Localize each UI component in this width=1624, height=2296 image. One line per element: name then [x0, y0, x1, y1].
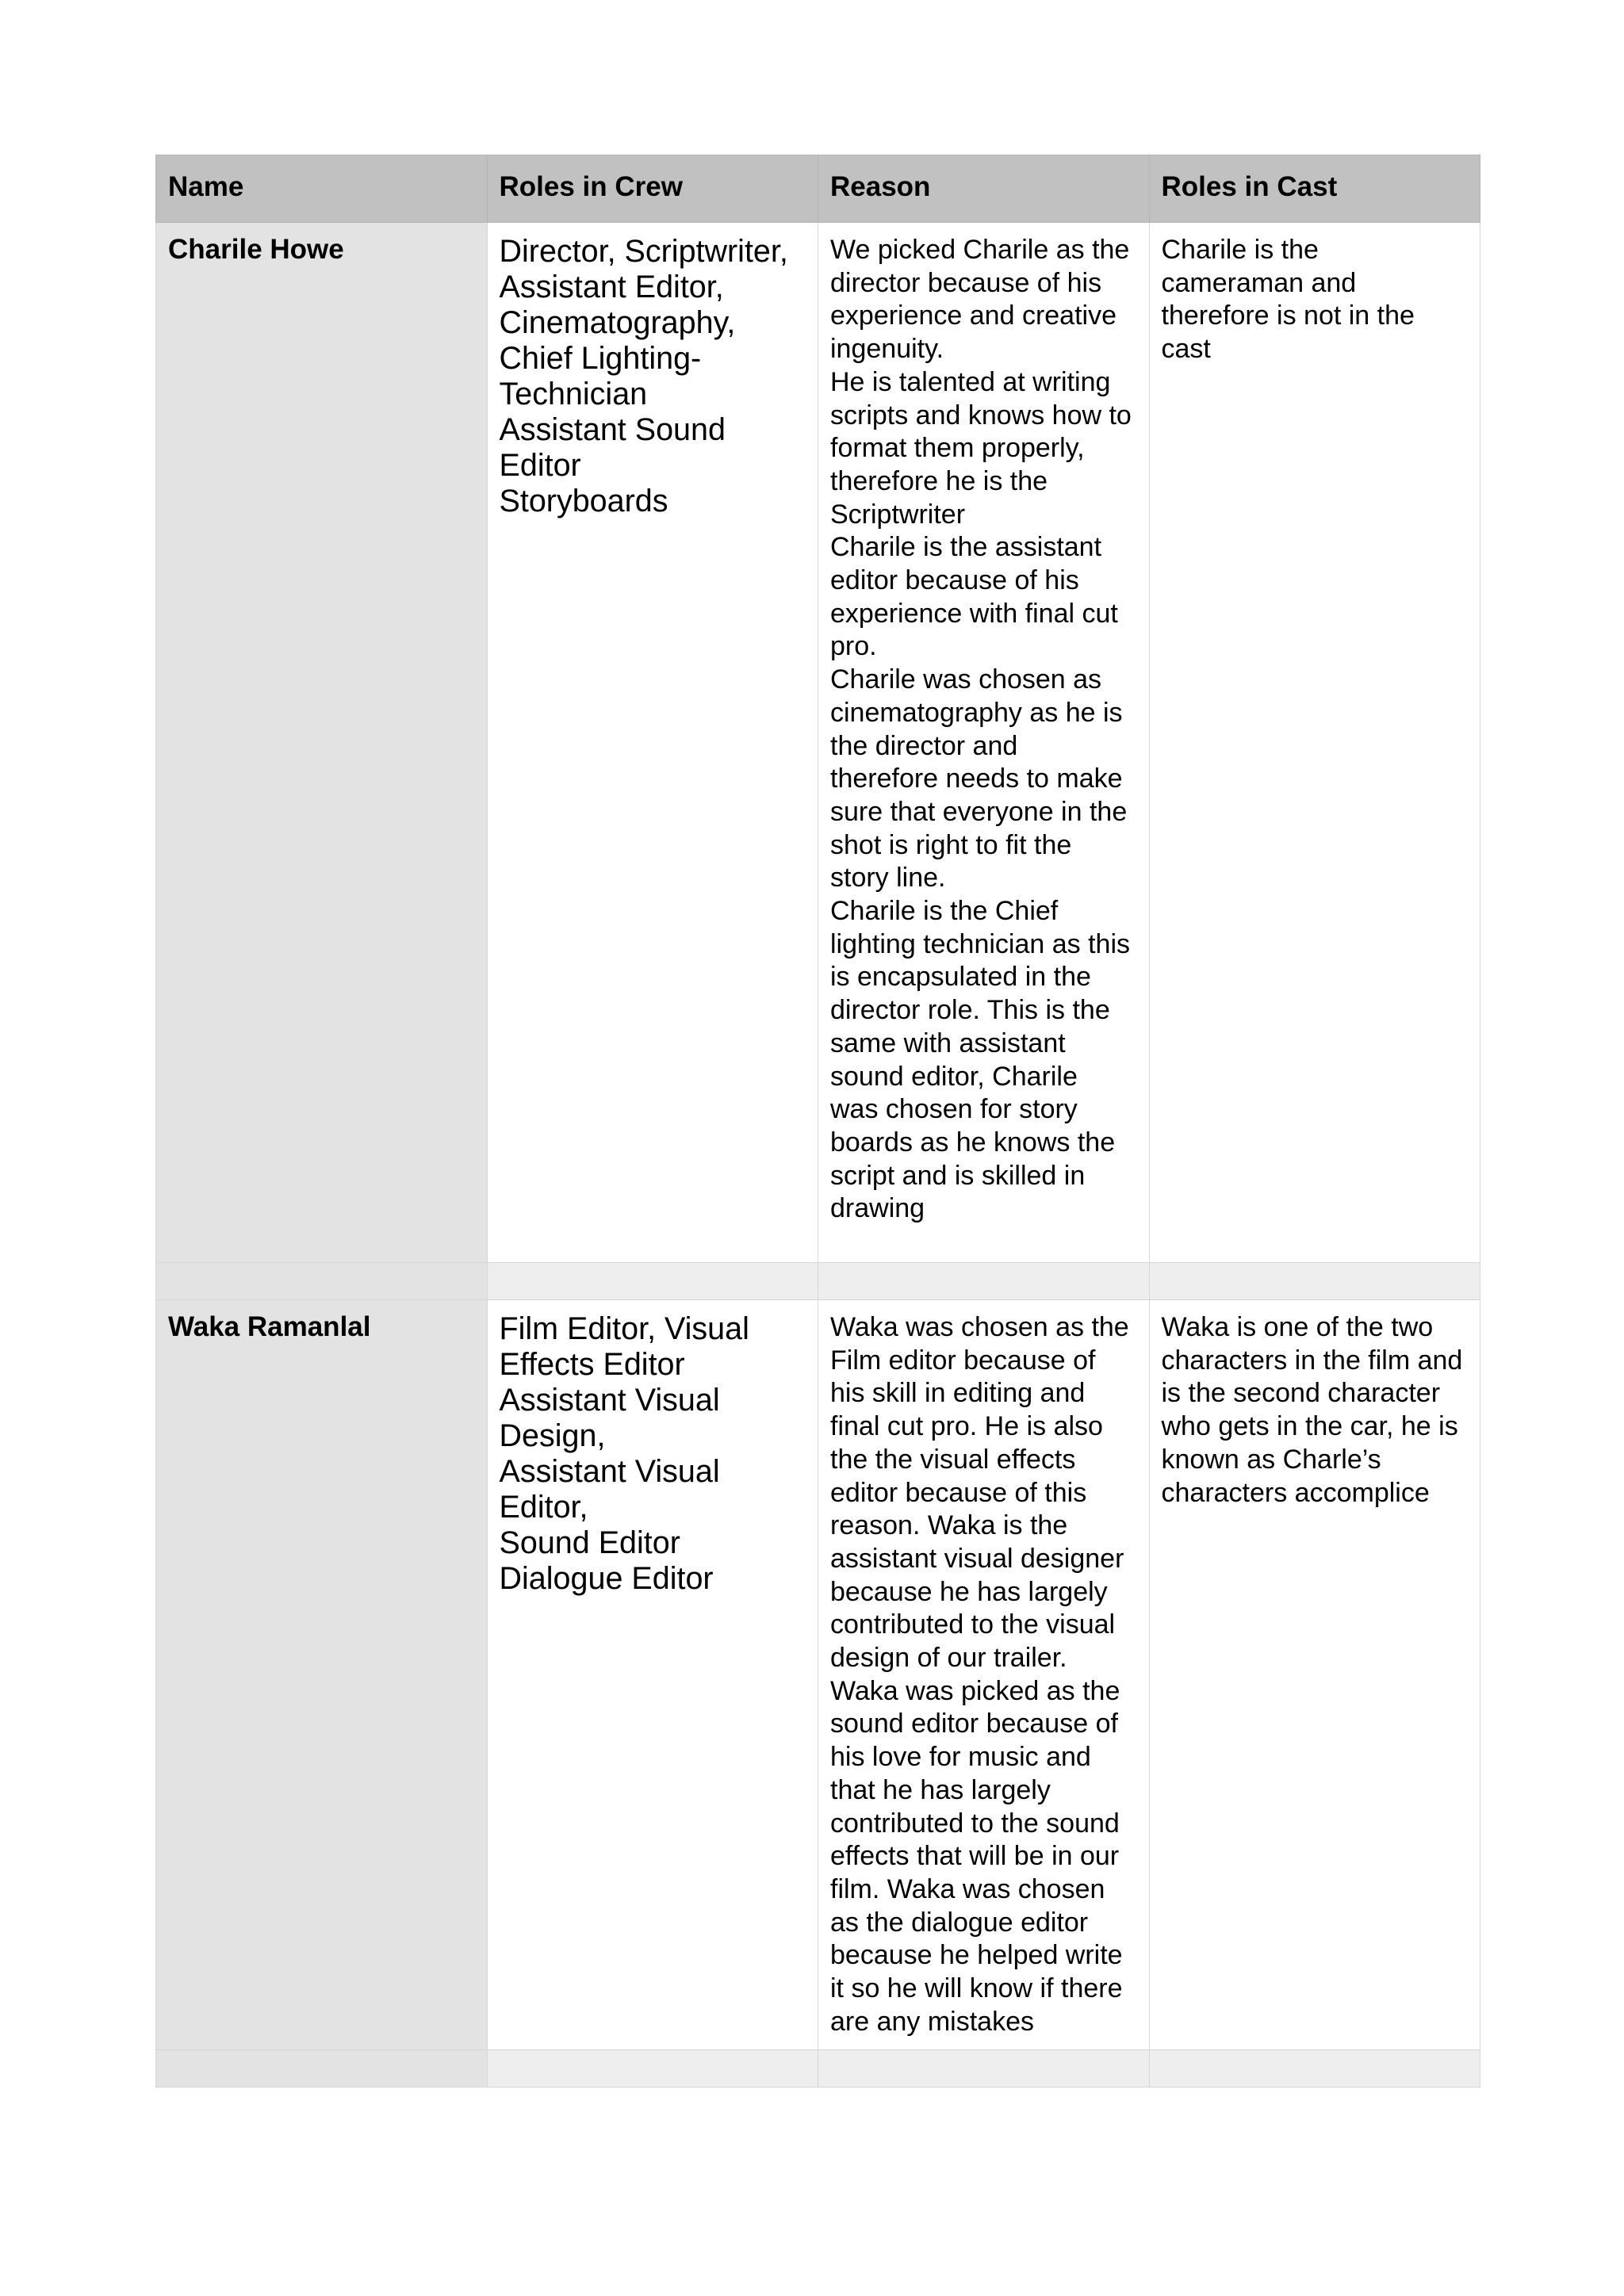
empty-cell — [487, 2050, 818, 2087]
table-row — [156, 1300, 1480, 2050]
crew-roles-cell: Film Editor, Visual Effects Editor Assistant Visual Design, Assistant Visual Editor, Sound Editor Dialogue Editor — [487, 1300, 818, 2050]
header-reason: Reason — [818, 155, 1150, 223]
header-roles-in-crew: Roles in Crew — [487, 155, 818, 223]
reason-cell: Waka was chosen as the Film editor because of his skill in editing and final cut pro. He is also the the visual effects editor because of this reason. Waka is the assistant visual designer because he has largely contributed to the visual design of our trailer. Waka was picked as the sound editor because of his love for music and that he has largely contributed to the sound effects that will be in our film. Waka was chosen as the dialogue editor because he helped write it so he will know if there are any mistakes — [818, 1300, 1150, 2050]
reason-cell: We picked Charile as the director because of his experience and creative ingenuity. He is talented at writing scripts and knows how to format them properly, therefore he is the Scriptwriter Charile is the assistant editor because of his experience with final cut pro. Charile was chosen as cinematography as he is the director and therefore needs to make sure that everyone in the shot is right to fit the story line. Charile is the Chief lighting technician as this is encapsulated in the director role. This is the same with assistant sound editor, Charile was chosen for story boards as he knows the script and is skilled in drawing — [818, 223, 1150, 1263]
empty-cell — [818, 2050, 1150, 2087]
table-row — [156, 223, 1480, 1263]
empty-cell — [818, 1263, 1150, 1300]
empty-cell — [487, 1263, 818, 1300]
crew-roles-cell: Director, Scriptwriter, Assistant Editor, Cinematography, Chief Lighting- Technician Assistant Sound Editor Storyboards — [487, 223, 818, 1263]
member-name: Waka Ramanlal — [156, 1300, 488, 2050]
empty-row — [156, 2050, 1480, 2087]
empty-row — [156, 1263, 1480, 1300]
empty-cell — [1149, 1263, 1480, 1300]
cast-roles-cell: Charile is the cameraman and therefore is not in the cast — [1149, 223, 1480, 1263]
crew-roles-table — [155, 155, 1480, 2087]
header-roles-in-cast: Roles in Cast — [1149, 155, 1480, 223]
cast-roles-cell: Waka is one of the two characters in the film and is the second character who gets in the car, he is known as Charle’s characters accomplice — [1149, 1300, 1480, 2050]
empty-cell — [156, 2050, 488, 2087]
empty-cell — [156, 1263, 488, 1300]
empty-cell — [1149, 2050, 1480, 2087]
table-header-row — [156, 155, 1480, 223]
header-name: Name — [156, 155, 488, 223]
member-name: Charile Howe — [156, 223, 488, 1263]
